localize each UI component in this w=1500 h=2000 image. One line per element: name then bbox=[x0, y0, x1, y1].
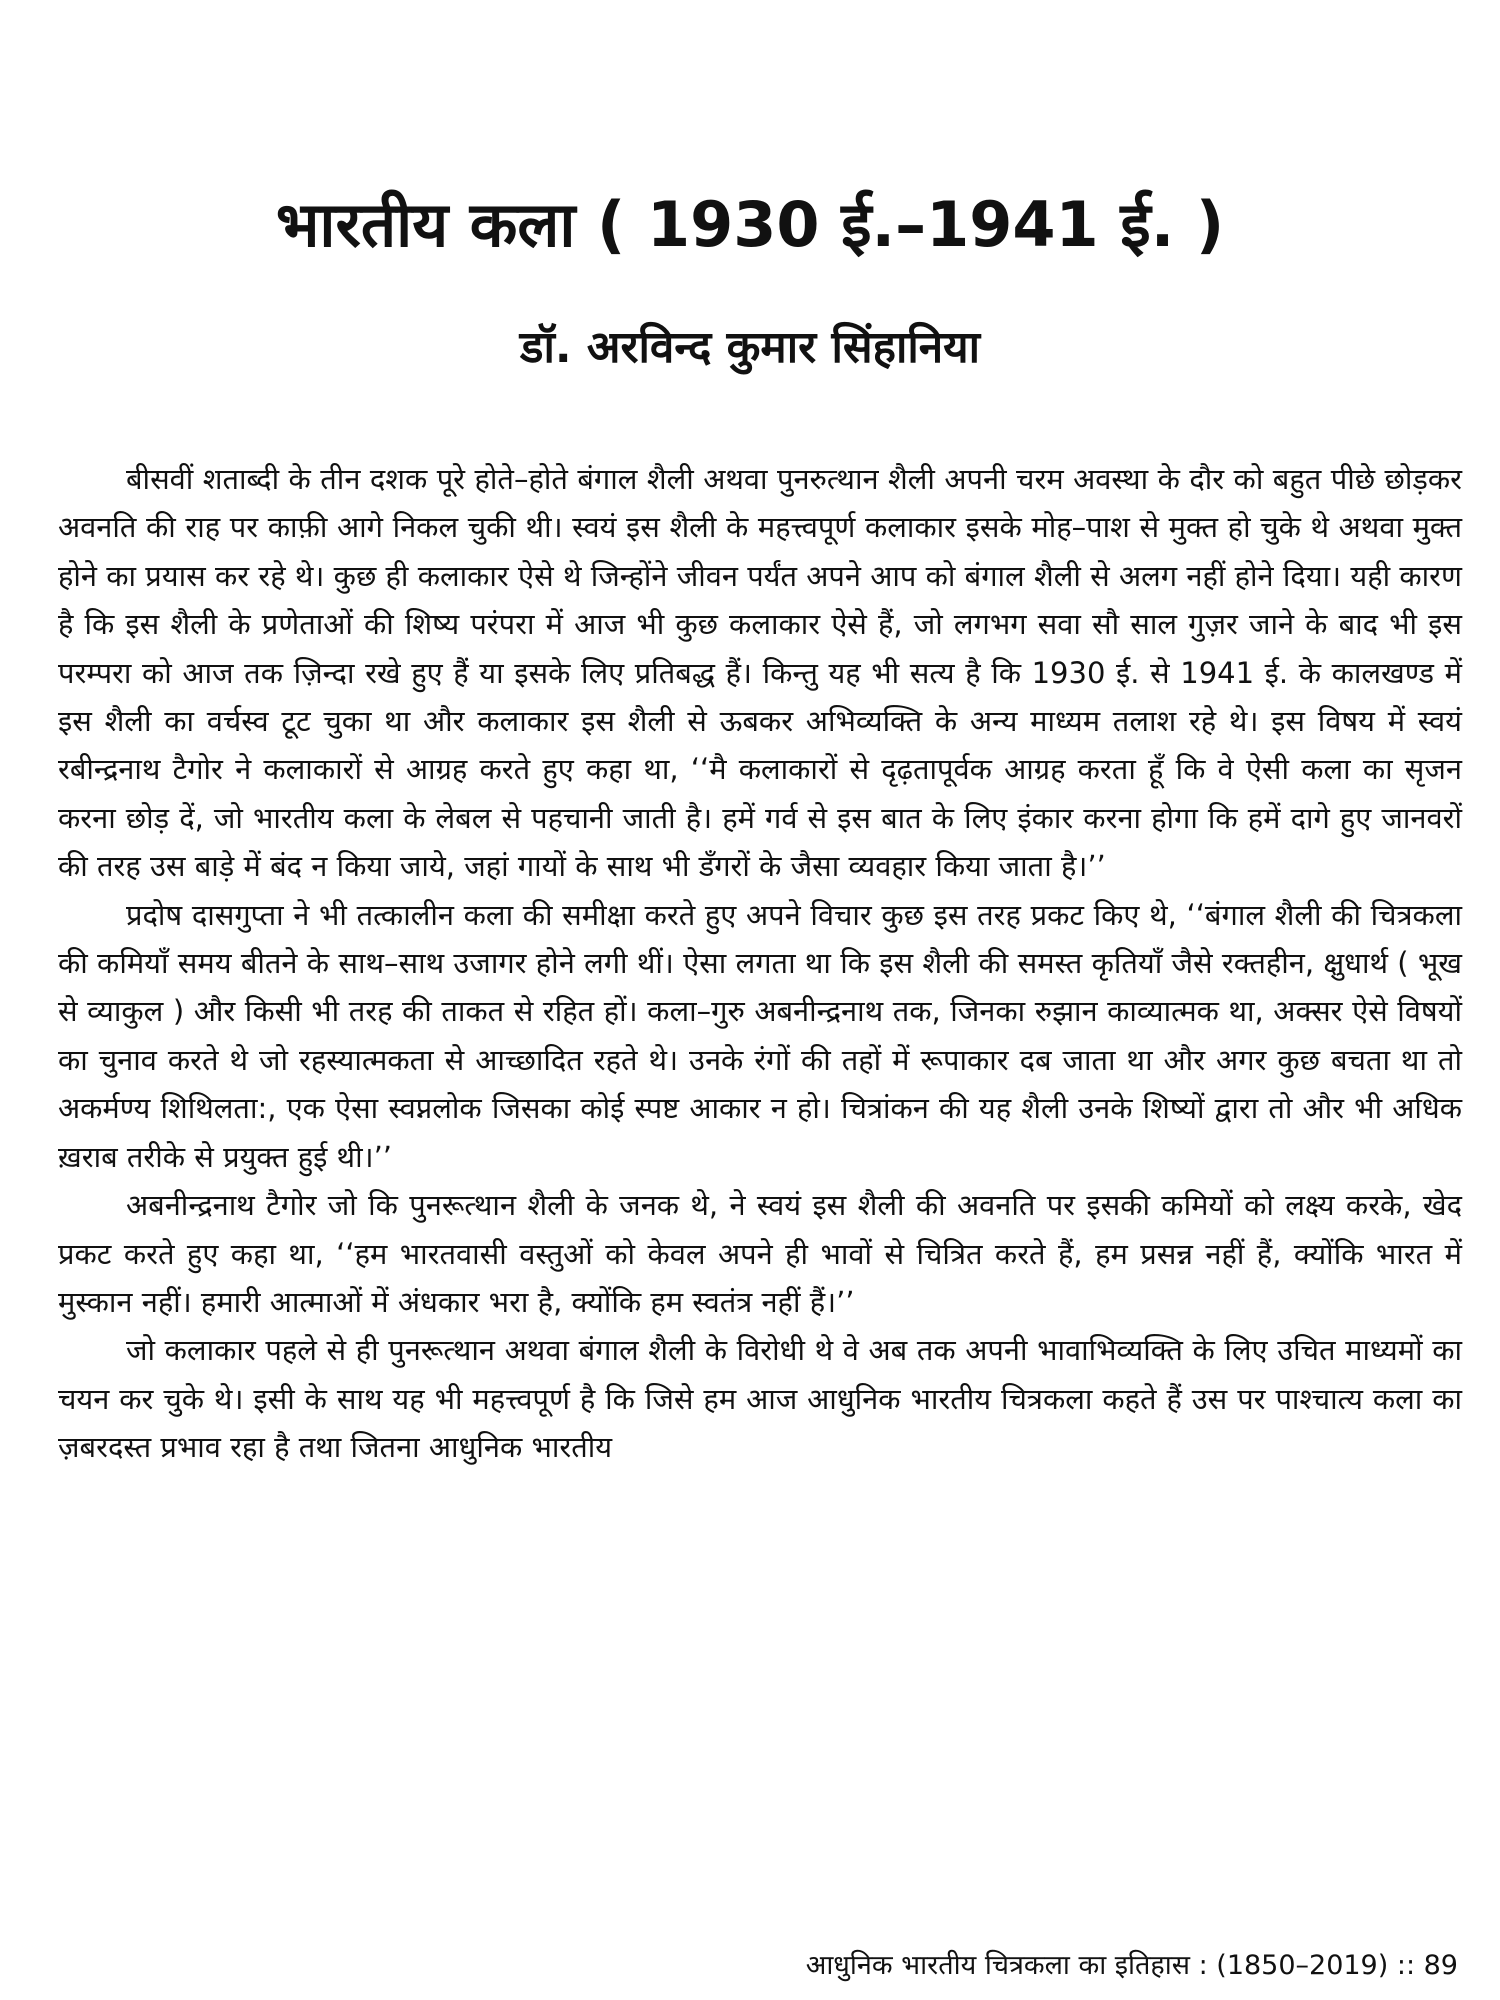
page-footer: आधुनिक भारतीय चित्रकला का इतिहास : (1850–2019) :: 89 bbox=[805, 1950, 1458, 1981]
paragraph: अबनीन्द्रनाथ टैगोर जो कि पुनरूत्थान शैली के जनक थे, ने स्वयं इस शैली की अवनति पर इसकी कमियों को लक्ष्य करके, खेद प्रकट करते हुए कहा था, ‘‘हम भारतवासी वस्तुओं को केवल अपने ही भावों से चित्रित करते हैं, हम प्रसन्न नहीं हैं, क्योंकि भारत में मुस्कान नहीं। हमारी आत्माओं में अंधकार भरा है, क्योंकि हम स्वतंत्र नहीं हैं।’’ bbox=[58, 1188, 1462, 1319]
paragraph: बीसवीं शताब्दी के तीन दशक पूरे होते–होते बंगाल शैली अथवा पुनरुत्थान शैली अपनी चरम अवस्था के दौर को बहुत पीछे छोड़कर अवनति की राह पर काफ़ी आगे निकल चुकी थी। स्वयं इस शैली के महत्त्वपूर्ण कलाकार इसके मोह–पाश से मुक्त हो चुके थे अथवा मुक्त होने का प्रयास कर रहे थे। कुछ ही कलाकार ऐसे थे जिन्होंने जीवन पर्यंत अपने आप को बंगाल शैली से अलग नहीं होने दिया। यही कारण है कि इस शैली के प्रणेताओं की शिष्य परंपरा में आज भी कुछ कलाकार ऐसे हैं, जो लगभग सवा सौ साल गुज़र जाने के बाद भी इस परम्परा को आज तक ज़िन्दा रखे हुए हैं या इसके लिए प्रतिबद्ध हैं। किन्तु यह भी सत्य है कि 1930 ई. से 1941 ई. के कालखण्ड में इस शैली का वर्चस्व टूट चुका था और कलाकार इस शैली से ऊबकर अभिव्यक्ति के अन्य माध्यम तलाश रहे थे। इस विषय में स्वयं रबीन्द्रनाथ टैगोर ने कलाकारों से आग्रह करते हुए कहा था, ‘‘मै कलाकारों से दृढ़तापूर्वक आग्रह करता हूँ कि वे ऐसी कला का सृजन करना छोड़ दें, जो भारतीय कला के लेबल से पहचानी जाती है। हमें गर्व से इस बात के लिए इंकार करना होगा कि हमें दागे हुए जानवरों की तरह उस बाड़े में बंद न किया जाये, जहां गायों के साथ भी डँगरों के जैसा व्यवहार किया जाता है।’’ bbox=[58, 462, 1462, 884]
paragraph: जो कलाकार पहले से ही पुनरूत्थान अथवा बंगाल शैली के विरोधी थे वे अब तक अपनी भावाभिव्यक्ति के लिए उचित माध्यमों का चयन कर चुके थे। इसी के साथ यह भी महत्त्वपूर्ण है कि जिसे हम आज आधुनिक भारतीय चित्रकला कहते हैं उस पर पाश्चात्य कला का ज़बरदस्त प्रभाव रहा है तथा जितना आधुनिक भारतीय bbox=[58, 1333, 1462, 1465]
paragraph: प्रदोष दासगुप्ता ने भी तत्कालीन कला की समीक्षा करते हुए अपने विचार कुछ इस तरह प्रकट किए थे, ‘‘बंगाल शैली की चित्रकला की कमियाँ समय बीतने के साथ–साथ उजागर होने लगी थीं। ऐसा लगता था कि इस शैली की समस्त कृतियाँ जैसे रक्तहीन, क्षुधार्थ ( भूख से व्याकुल ) और किसी भी तरह की ताकत से रहित हों। कला–गुरु अबनीन्द्रनाथ तक, जिनका रुझान काव्यात्मक था, अक्सर ऐसे विषयों का चुनाव करते थे जो रहस्यात्मकता से आच्छादित रहते थे। उनके रंगों की तहों में रूपाकार दब जाता था और अगर कुछ बचता था तो अकर्मण्य शिथिलता:, एक ऐसा स्वप्नलोक जिसका कोई स्पष्ट आकार न हो। चित्रांकन की यह शैली उनके शिष्यों द्वारा तो और भी अधिक ख़राब तरीके से प्रयुक्त हुई थी।’’ bbox=[58, 897, 1462, 1174]
chapter-body bbox=[58, 455, 1462, 1472]
author-name: डॉ. अरविन्द कुमार सिंहानिया bbox=[519, 322, 981, 373]
chapter-title: भारतीय कला ( 1930 ई.–1941 ई. ) bbox=[275, 188, 1225, 261]
